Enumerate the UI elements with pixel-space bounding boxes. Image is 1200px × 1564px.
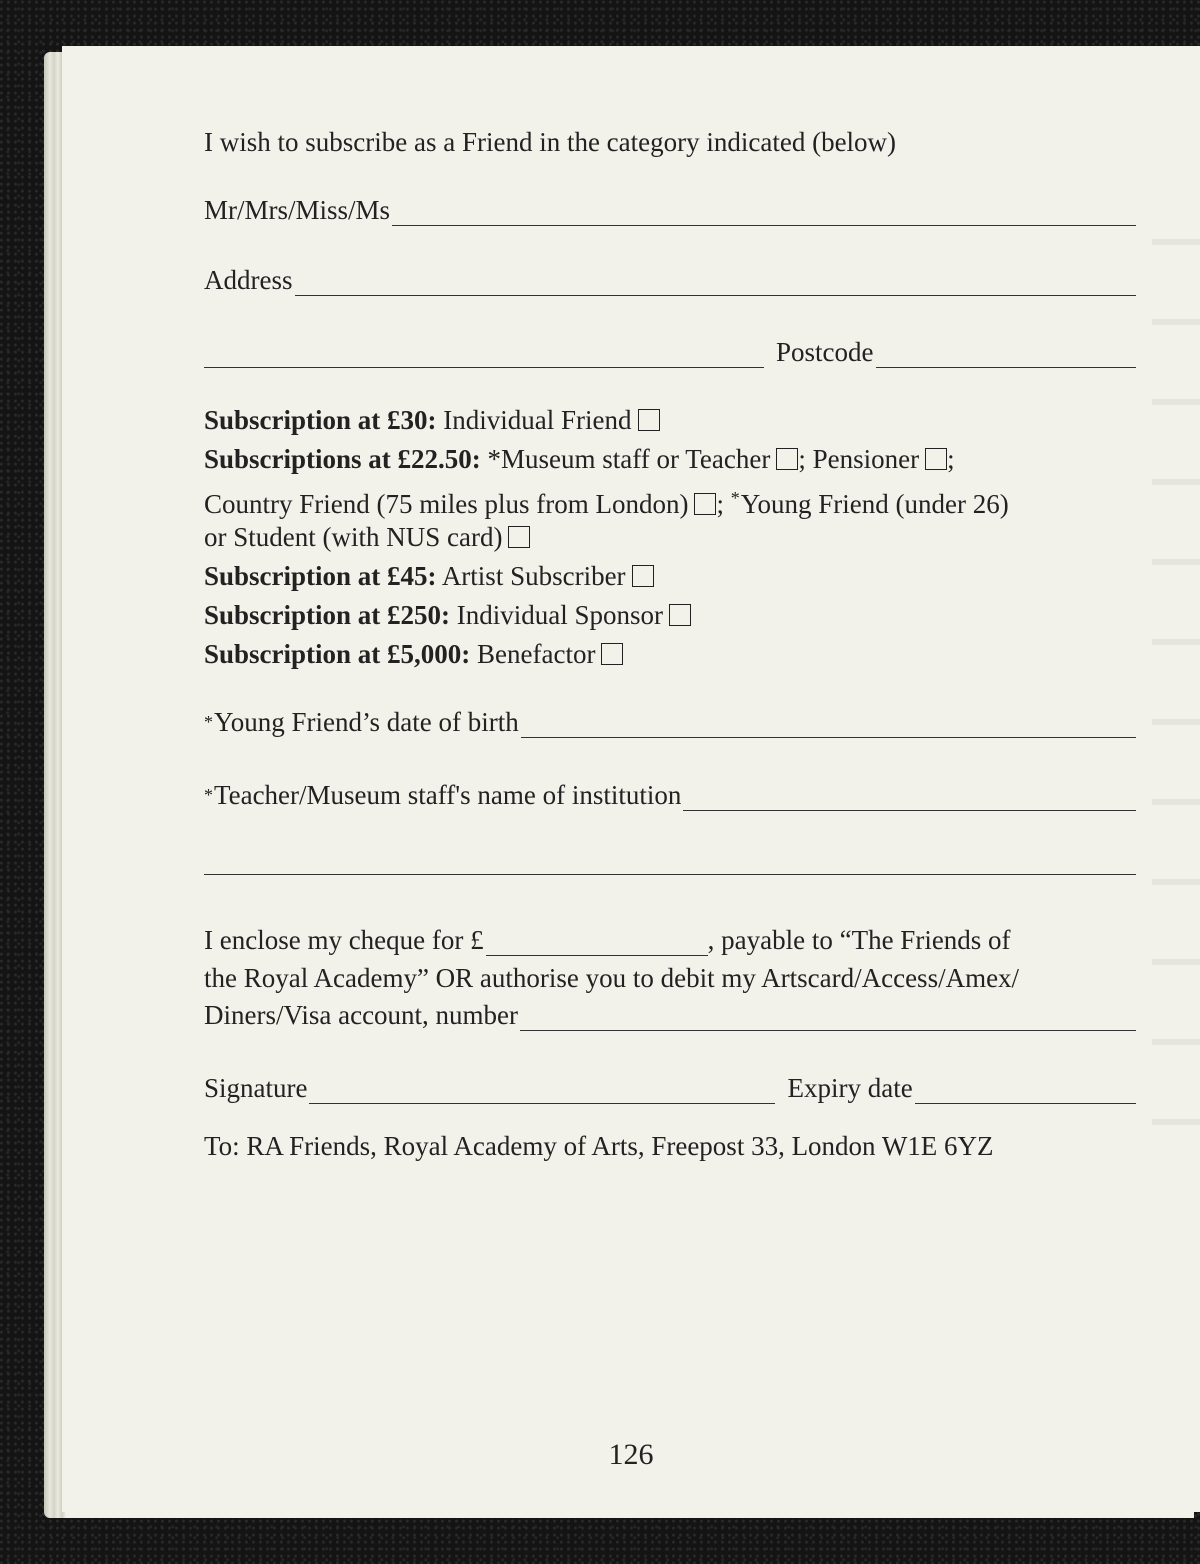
account-number-row: [204, 999, 1136, 1031]
book-page: [62, 46, 1200, 1512]
individual-sponsor-checkbox[interactable]: [669, 604, 691, 626]
subscription-5000-row: [204, 638, 1136, 670]
student-checkbox[interactable]: [508, 526, 530, 548]
country-friend-text: Country Friend (75 miles plus from London): [204, 489, 689, 519]
subscription-30-lead: Subscription at £30:: [204, 405, 437, 435]
subscription-22-lead: Subscriptions at £22.50:: [204, 444, 481, 474]
country-young-row: [204, 482, 1136, 520]
expiry-field[interactable]: [915, 1081, 1136, 1104]
student-text: or Student (with NUS card): [204, 522, 503, 552]
individual-friend-checkbox[interactable]: [638, 409, 660, 431]
institution-row: [204, 779, 1136, 811]
country-punct: ;: [716, 489, 724, 519]
young-dob-label: Young Friend’s date of birth: [214, 707, 519, 737]
postcode-field[interactable]: [876, 345, 1137, 368]
account-number-label: Diners/Visa account, number: [204, 1000, 519, 1030]
student-row: [204, 521, 1136, 553]
cheque-text-start: I enclose my cheque for £: [204, 925, 484, 955]
address-line-2-field[interactable]: [204, 345, 764, 368]
subscription-45-text: Artist Subscriber: [441, 561, 626, 591]
country-friend-checkbox[interactable]: [694, 493, 716, 515]
address-field[interactable]: [295, 273, 1137, 296]
signature-row: [204, 1072, 1136, 1104]
postcode-label: Postcode: [776, 337, 874, 367]
cheque-row: [204, 924, 1136, 956]
subscription-30-text: Individual Friend: [443, 405, 632, 435]
page-number: 126: [608, 1438, 654, 1471]
show-through-text: [1152, 142, 1200, 1442]
institution-field-line-2[interactable]: [204, 852, 1136, 875]
name-label: Mr/Mrs/Miss/Ms: [204, 195, 391, 225]
account-number-field[interactable]: [520, 1008, 1136, 1031]
cheque-line-2: the Royal Academy” OR authorise you to debit my Artscard/Access/Amex/: [204, 963, 1020, 993]
museum-teacher-checkbox[interactable]: [776, 448, 798, 470]
young-dob-row: [204, 706, 1136, 738]
subscription-45-lead: Subscription at £45:: [204, 561, 437, 591]
subscription-30-row: [204, 404, 1136, 436]
young-friend-text: Young Friend (under 26): [740, 489, 1009, 519]
address-postcode-row: [204, 336, 1136, 368]
institution-line-2-row: [204, 852, 1136, 875]
artist-subscriber-checkbox[interactable]: [632, 565, 654, 587]
name-row: [204, 194, 1136, 226]
young-friend-asterisk: *: [730, 488, 740, 508]
institution-field[interactable]: [683, 788, 1136, 811]
subscription-250-lead: Subscription at £250:: [204, 600, 451, 630]
intro-text: I wish to subscribe as a Friend in the category indicated (below): [204, 127, 897, 157]
name-field[interactable]: [392, 203, 1136, 226]
expiry-label: Expiry date: [787, 1073, 913, 1103]
pensioner-text: ; Pensioner: [798, 444, 920, 474]
pensioner-checkbox[interactable]: [925, 448, 947, 470]
institution-label: Teacher/Museum staff's name of institution: [214, 780, 682, 810]
benefactor-checkbox[interactable]: [601, 643, 623, 665]
subscription-250-row: [204, 599, 1136, 631]
signature-field[interactable]: [309, 1081, 775, 1104]
subscription-250-text: Individual Sponsor: [456, 600, 664, 630]
signature-label: Signature: [204, 1073, 308, 1103]
subscription-22-row: [204, 443, 1136, 475]
postal-address: To: RA Friends, Royal Academy of Arts, Freepost 33, London W1E 6YZ: [204, 1131, 994, 1161]
cheque-text-end: , payable to “The Friends of: [707, 925, 1011, 955]
young-dob-asterisk: *: [204, 712, 213, 732]
young-dob-field[interactable]: [521, 715, 1136, 738]
address-label: Address: [204, 265, 293, 295]
subscription-45-row: [204, 560, 1136, 592]
cheque-amount-field[interactable]: [486, 933, 708, 956]
museum-teacher-text: *Museum staff or Teacher: [487, 444, 771, 474]
address-row: [204, 264, 1136, 296]
pensioner-punct: ;: [947, 444, 955, 474]
subscription-5000-text: Benefactor: [477, 639, 596, 669]
subscription-5000-lead: Subscription at £5,000:: [204, 639, 471, 669]
institution-asterisk: *: [204, 785, 213, 805]
